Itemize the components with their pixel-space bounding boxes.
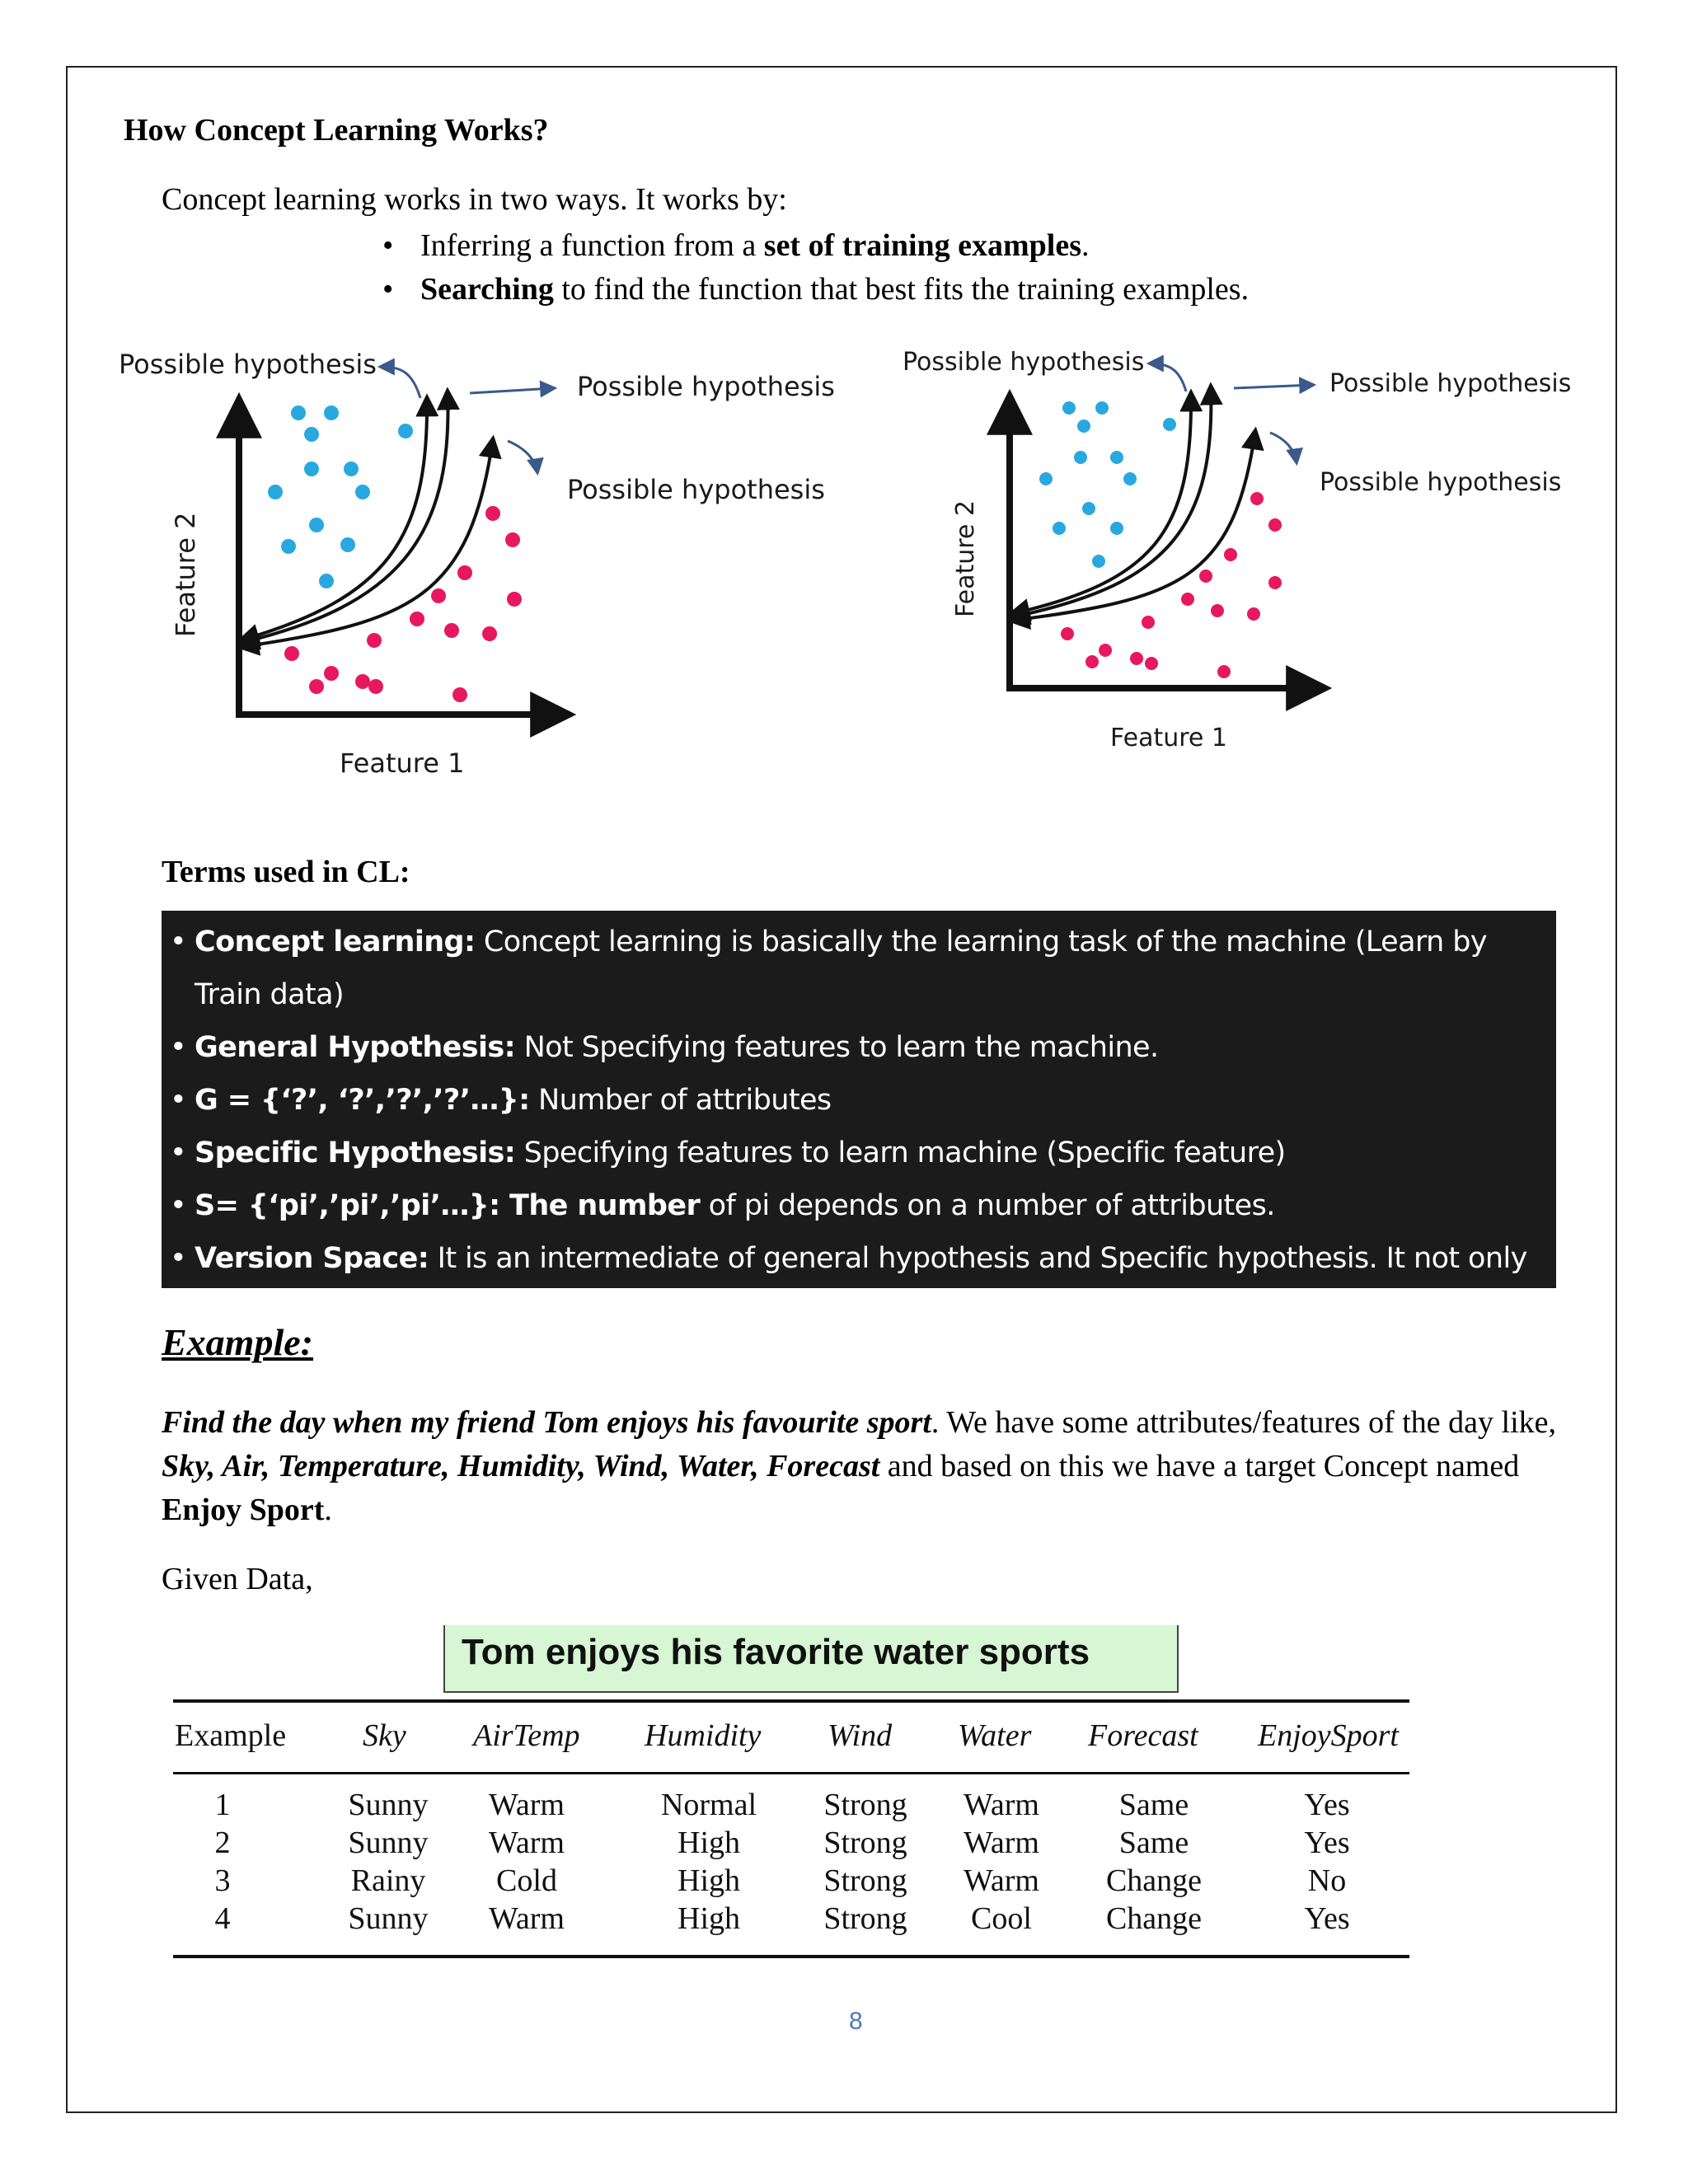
method-bullets xyxy=(379,224,1249,312)
term-item: • Concept learning: Concept learning is basically the learning task of the machine (Learn by Train data) xyxy=(168,916,1556,1021)
table-rule-top xyxy=(173,1699,1409,1703)
section-heading: How Concept Learning Works? xyxy=(124,113,549,148)
column-header: AirTemp xyxy=(473,1718,580,1753)
bullet-item: • Searching to find the function that best fits the training examples. xyxy=(379,268,1249,312)
column-header: Example xyxy=(175,1718,287,1753)
column-header: Sky xyxy=(363,1718,406,1753)
column-header: EnjoySport xyxy=(1258,1718,1399,1753)
label-hypothesis-top-right: Possible hypothesis xyxy=(1329,369,1572,398)
given-data-label: Given Data, xyxy=(162,1562,313,1596)
column-header: Humidity xyxy=(645,1718,762,1753)
table-rule-mid xyxy=(173,1772,1409,1774)
column-header: Water xyxy=(958,1718,1032,1753)
label-hypothesis-mid-right: Possible hypothesis xyxy=(567,474,825,505)
terms-heading: Terms used in CL: xyxy=(162,855,410,889)
label-hypothesis-mid-right: Possible hypothesis xyxy=(1320,468,1562,497)
term-item: • S= {‘pi’,’pi’,’pi’…}: The number of pi depends on a number of attributes. xyxy=(168,1179,1556,1232)
term-item: • Version Space: It is an intermediate of general hypothesis and Specific hypothesis. It not only just writes one hypothesis but a set of all possible hypotheses based on training data-set. xyxy=(168,1232,1556,1338)
term-item: • G = {‘?’, ‘?’,’?’,’?’…}: Number of attributes xyxy=(168,1074,1556,1127)
y-axis-label: Feature 2 xyxy=(170,512,201,637)
table-title: Tom enjoys his favorite water sports xyxy=(443,1625,1179,1693)
column-header: Forecast xyxy=(1088,1718,1198,1753)
label-hypothesis-top-left: Possible hypothesis xyxy=(903,348,1145,377)
table-rule-bottom xyxy=(173,1955,1409,1958)
term-item: • Specific Hypothesis: Specifying features to learn machine (Specific feature) xyxy=(168,1127,1556,1179)
example-paragraph: Find the day when my friend Tom enjoys his favourite sport. We have some attributes/features of the day like, Sky, Air, Temperature, Humidity, Wind, Water, Forecast and based on this we have a target Concept named Enjoy Sport. xyxy=(162,1405,1556,1527)
example-heading: Example: xyxy=(162,1321,313,1363)
hypothesis-figure-right xyxy=(894,334,1636,762)
label-hypothesis-top-right: Possible hypothesis xyxy=(577,371,835,402)
intro-text: Concept learning works in two ways. It works by: xyxy=(162,182,787,217)
page-number: 8 xyxy=(849,2008,863,2035)
column-header: Wind xyxy=(828,1718,893,1753)
hypothesis-figure-left xyxy=(115,334,857,795)
terms-panel xyxy=(162,911,1556,1328)
term-item: • General Hypothesis: Not Specifying features to learn the machine. xyxy=(168,1021,1556,1074)
blue-class-points xyxy=(268,405,413,588)
x-axis-label: Feature 1 xyxy=(1110,724,1227,752)
x-axis-label: Feature 1 xyxy=(340,748,465,779)
y-axis-label: Feature 2 xyxy=(951,500,980,617)
label-hypothesis-top-left: Possible hypothesis xyxy=(119,349,377,380)
bullet-item: • Inferring a function from a set of training examples. xyxy=(379,224,1249,268)
